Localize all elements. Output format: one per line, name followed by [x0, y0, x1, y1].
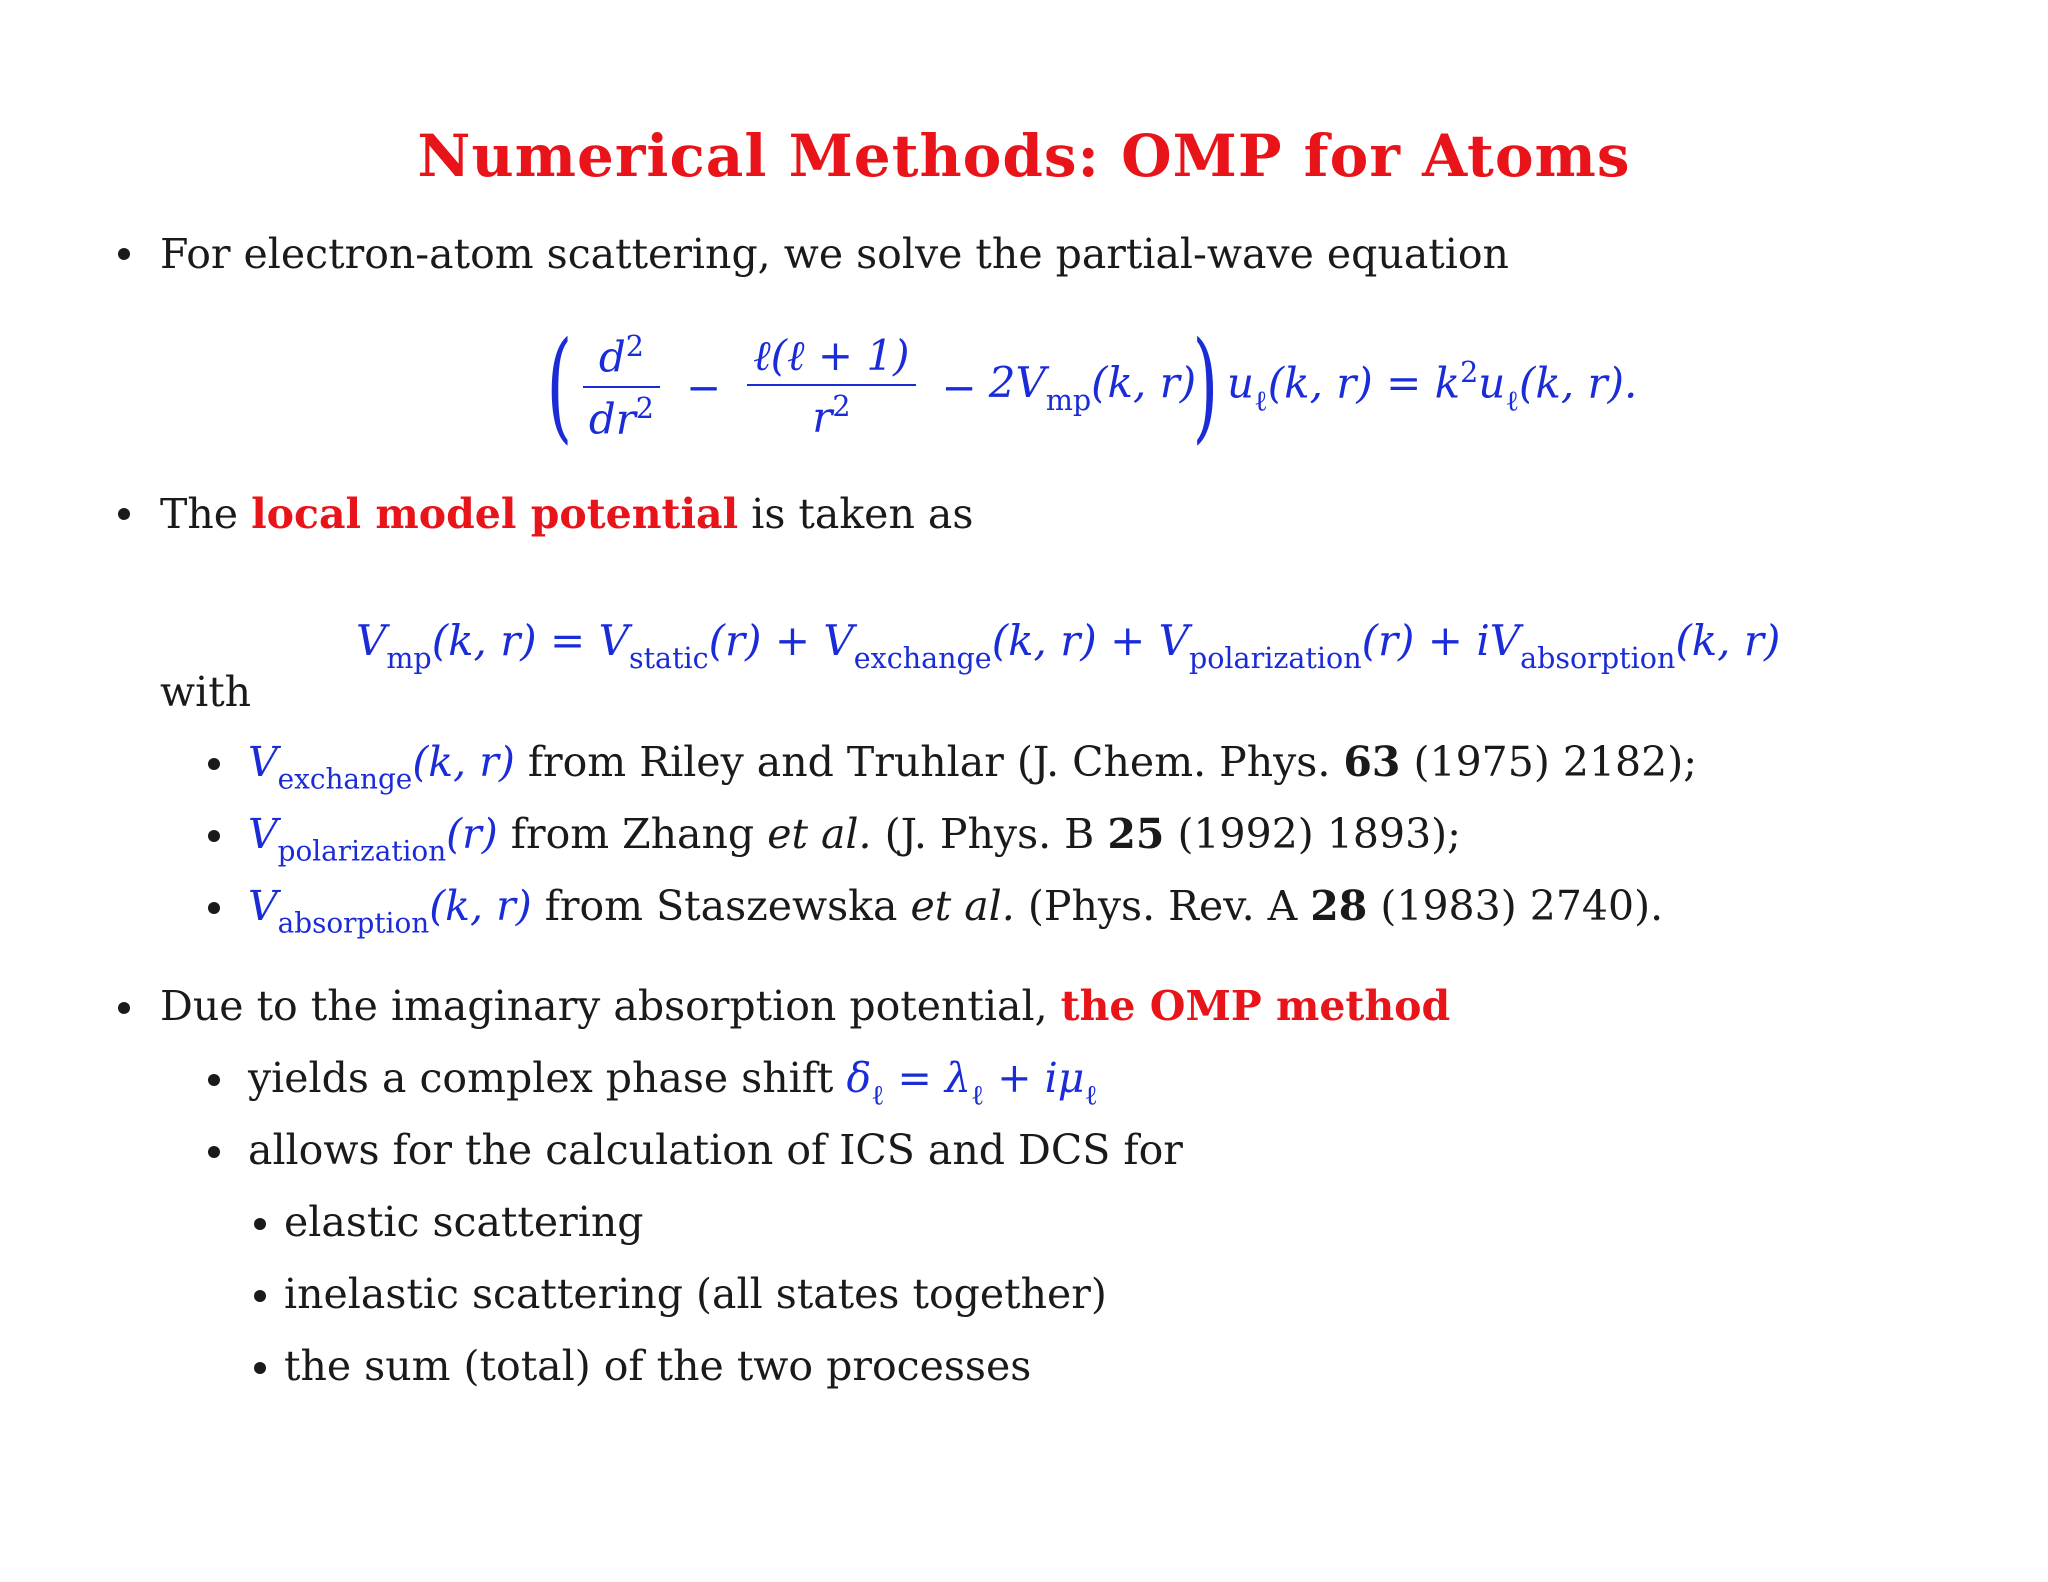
sub-bullet-phase-shift: yields a complex phase shift $\delta_\ell = \lambda_\ell + i\mu_\ell$ — [248, 1054, 1098, 1112]
bullet-text: Due to the imaginary absorption potential, the OMP method — [160, 982, 1451, 1030]
bullet-dot — [208, 1146, 220, 1158]
left-paren: ( — [546, 317, 573, 456]
potential-term: $2V_{mp}(k$, r) — [988, 357, 1197, 417]
reference-exchange: $V_{exchange}(k$, r) from Riley and Truhlar (J. Chem. Phys. 63 (1975) 2182); — [248, 738, 1698, 796]
sub-bullet-calculation: allows for the calculation of ICS and DCS for — [248, 1126, 1183, 1174]
fraction-centrifugal: $\frac{\text{ℓ(ℓ + 1)}}{r^2}$ — [747, 332, 915, 442]
with-label: with — [160, 668, 252, 716]
equation-rhs: $u_\ell(k$, $r) = k^2u_\ell(k$, r). — [1226, 355, 1638, 418]
list-item: inelastic scattering (all states together) — [284, 1270, 1107, 1318]
list-item: elastic scattering — [284, 1198, 644, 1246]
model-potential-equation: $V_{mp}(k$, $r) = V_{static}(r) + V_{exchange}(k$, $r) + V_{polarization}(r) + iV_{absorption}(k$, r) — [356, 616, 1781, 675]
bullet-dot — [208, 1074, 220, 1086]
page-title: Numerical Methods: OMP for Atoms — [417, 122, 1631, 190]
bullet-text: The local model potential is taken as — [160, 490, 974, 538]
bullet-dot — [118, 508, 130, 520]
right-paren: ) — [1192, 317, 1219, 456]
bullet-dot — [208, 830, 220, 842]
fraction-d2-dr2: $\frac{d^2}{dr^2}$ — [583, 330, 660, 444]
bullet-dot — [254, 1218, 266, 1230]
bullet-dot — [208, 758, 220, 770]
bullet-dot — [118, 248, 130, 260]
bullet-dot — [208, 902, 220, 914]
bullet-dot — [118, 1002, 130, 1014]
partial-wave-equation: ( $\frac{d^2}{dr^2}$ − $\frac{\text{ℓ(ℓ + 1)}}{r^2}$ − $2V_{mp}(k$, r) ) $u_\ell(k$, $r) = k^2u_\ell(k$, r). — [546, 317, 1638, 456]
bullet-dot — [254, 1290, 266, 1302]
reference-absorption: $V_{absorption}(k$, r) from Staszewska et al. (Phys. Rev. A 28 (1983) 2740). — [248, 882, 1664, 940]
list-item: the sum (total) of the two processes — [284, 1342, 1032, 1390]
reference-polarization: $V_{polarization}(r)$ from Zhang et al. (J. Phys. B 25 (1992) 1893); — [248, 810, 1461, 868]
bullet-text: For electron-atom scattering, we solve the partial-wave equation — [160, 230, 1509, 278]
bullet-dot — [254, 1362, 266, 1374]
